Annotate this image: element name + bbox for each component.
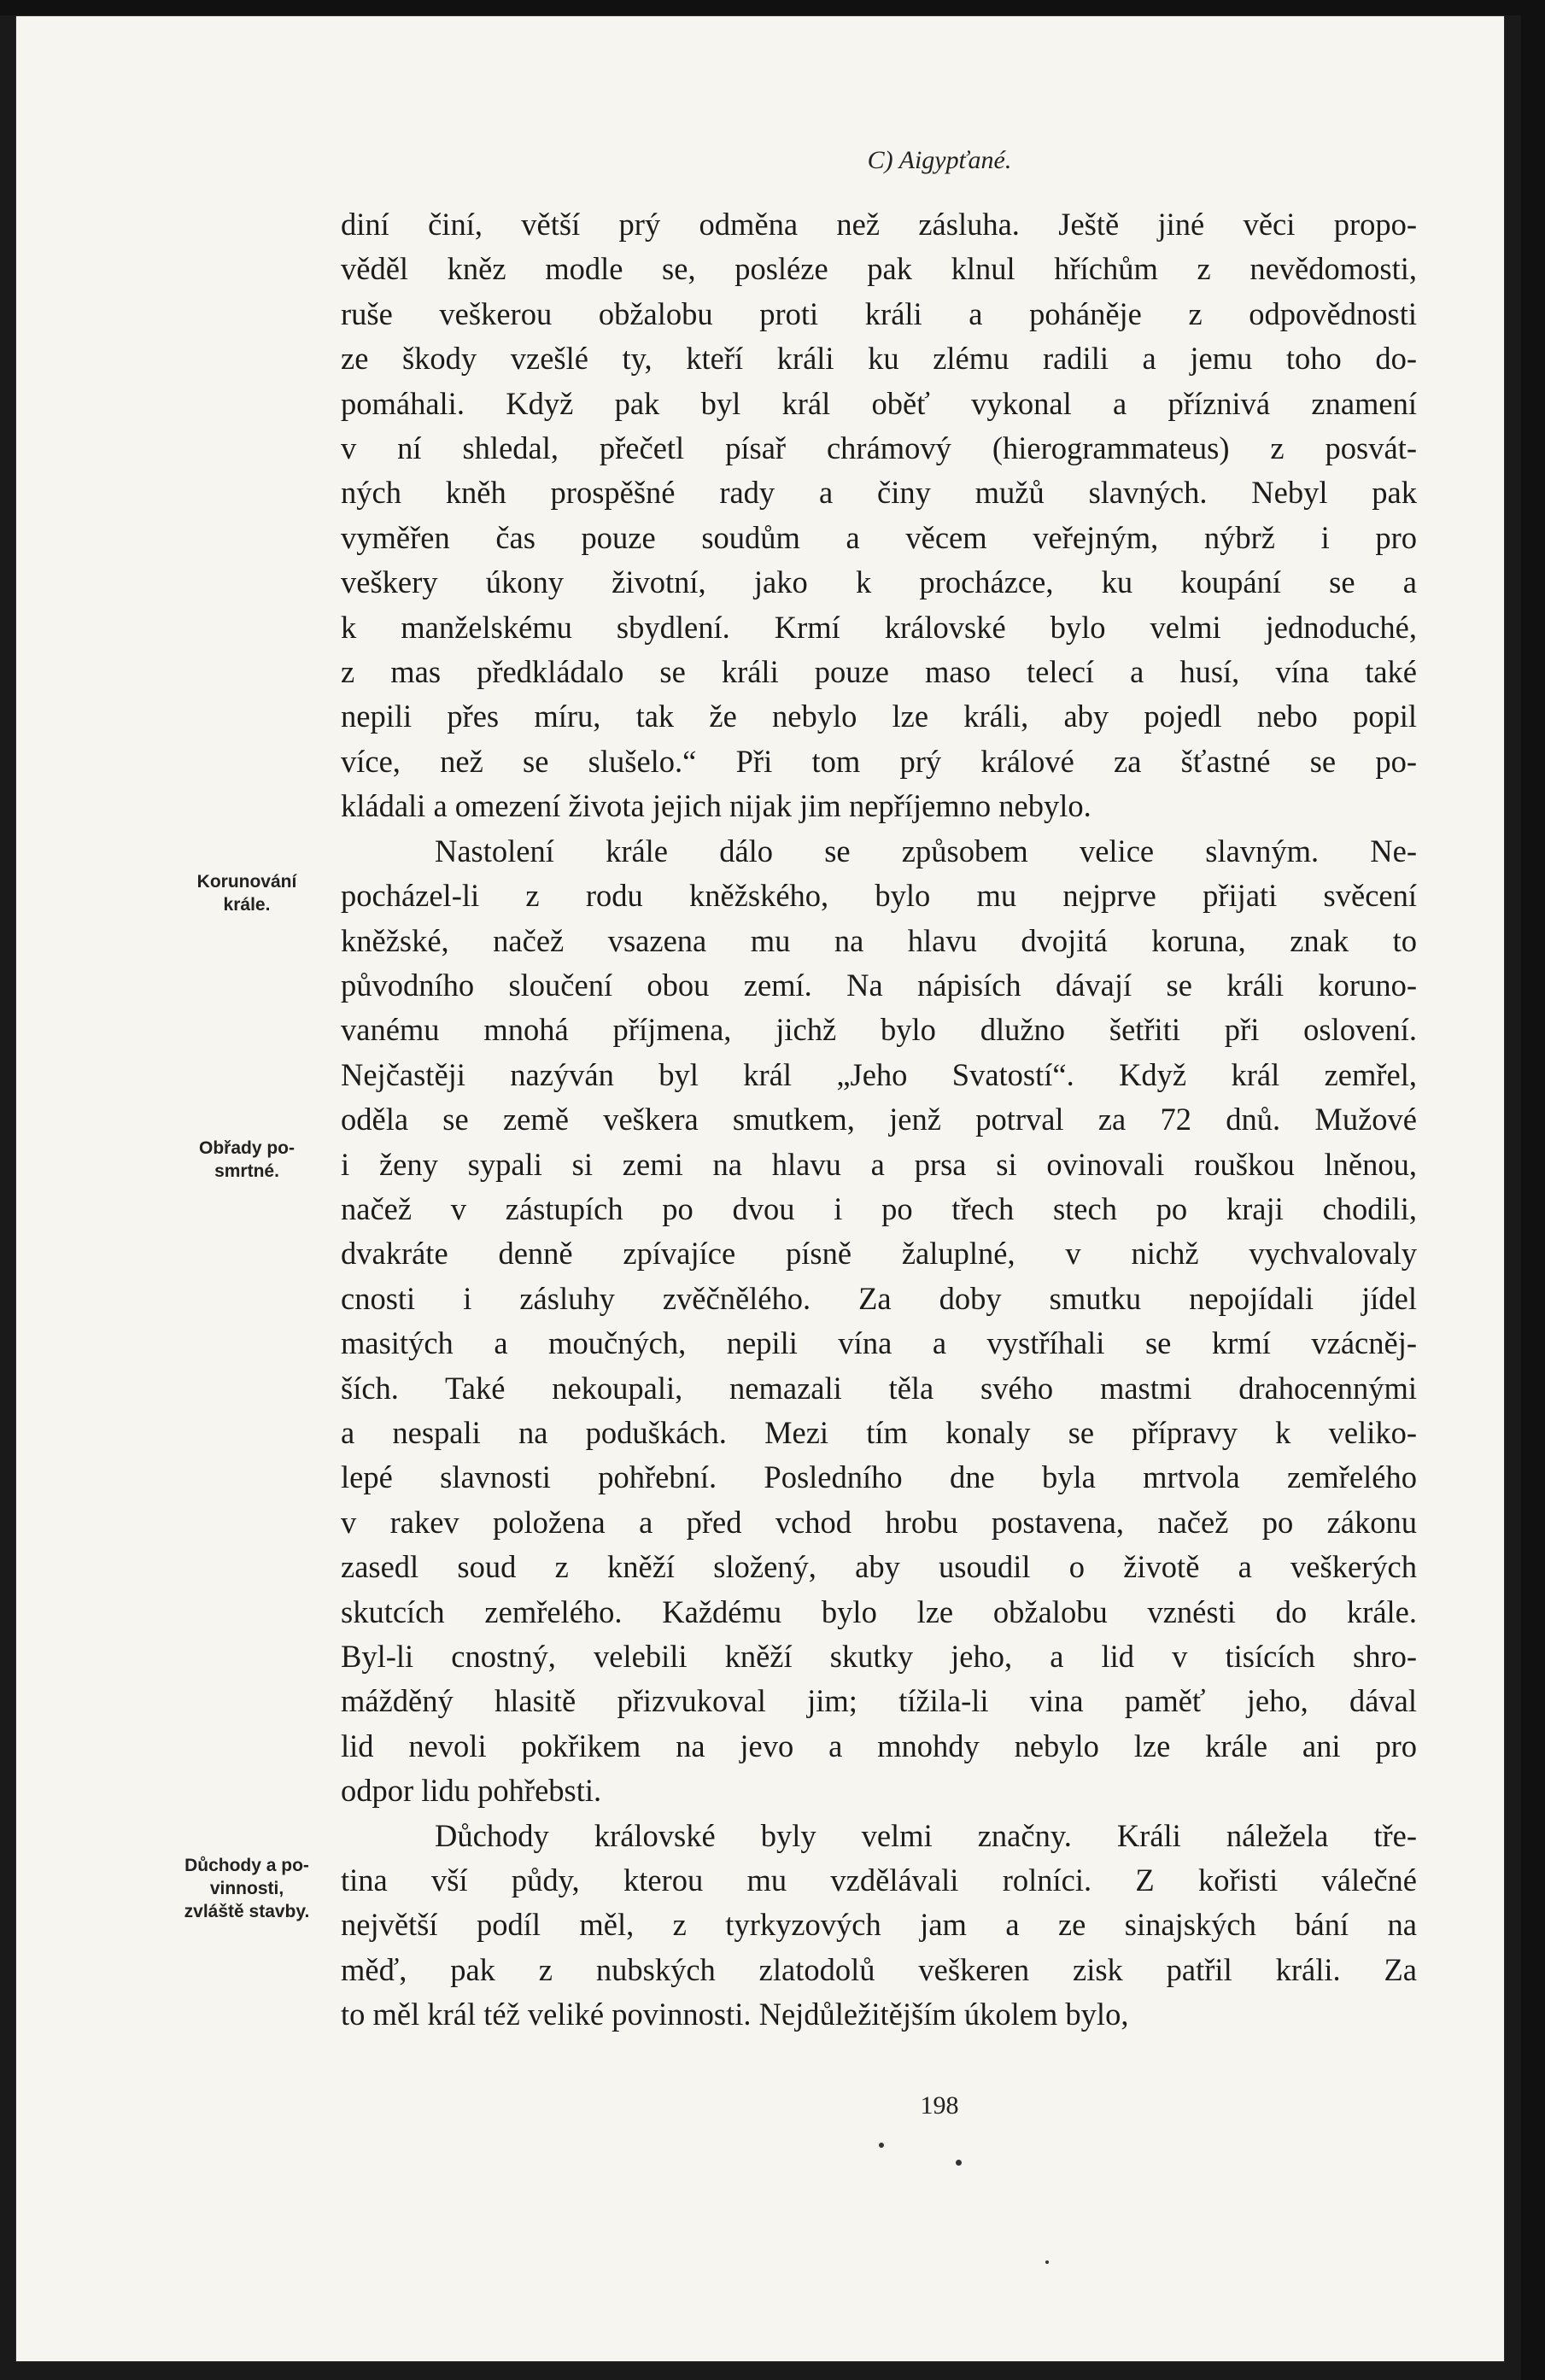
text-line: k manželskému sbydlení. Krmí královské bylo velmi jednoduché, (341, 609, 1417, 645)
book-page (15, 15, 1505, 2362)
text-line: Byl-li cnostný, velebili kněží skutky jeho, a lid v tisících shro- (341, 1639, 1417, 1674)
text-line: Důchody královské byly velmi značny. Králi náležela tře- (435, 1817, 1417, 1853)
margin-note-duchody (153, 1854, 341, 1923)
text-line: v rakev položena a před vchod hrobu postavena, načež po zákonu (341, 1504, 1417, 1540)
text-line: původního sloučení obou zemí. Na nápisích dávají se králi koruno- (341, 967, 1417, 1003)
margin-note-line: Důchody a po- (184, 1856, 309, 1875)
text-line: ze škody vzešlé ty, kteří králi ku zlému radili a jemu toho do- (341, 341, 1417, 377)
text-line: tina vší půdy, kterou mu vzdělávali rolníci. Z kořisti válečné (341, 1862, 1417, 1898)
margin-note-line: Obřady po- (198, 1138, 295, 1158)
text-line: měď, pak z nubských zlatodolů veškeren zisk patřil králi. Za (341, 1951, 1417, 1987)
scan-speck (879, 2143, 884, 2148)
margin-note-line: krále. (223, 895, 271, 915)
text-line: nepili přes míru, tak že nebylo lze králi, aby pojedl nebo popil (341, 699, 1417, 734)
text-line: mážděný hlasitě přizvukoval jim; tížila-li vina paměť jeho, dával (341, 1683, 1417, 1719)
text-line: v ní shledal, přečetl písař chrámový (hierogrammateus) z posvát- (341, 430, 1417, 466)
text-line: z mas předkládalo se králi pouze maso telecí a husí, vína také (341, 654, 1417, 690)
text-line: oděla se země veškera smutkem, jenž potrval za 72 dnů. Mužové (341, 1102, 1417, 1137)
text-line: a nespali na poduškách. Mezi tím konaly se přípravy k veliko- (341, 1414, 1417, 1450)
text-line: lepé slavnosti pohřební. Posledního dne byla mrtvola zemřelého (341, 1459, 1417, 1495)
text-line: masitých a moučných, nepili vína a vystříhali se krmí vzácněj- (341, 1325, 1417, 1361)
text-line: veškery úkony životní, jako k procházce, ku koupání se a (341, 564, 1417, 600)
margin-note-line: Korunování (196, 872, 297, 892)
text-line: pocházel-li z rodu kněžského, bylo mu nejprve přijati svěcení (341, 878, 1417, 914)
text-line: ných kněh prospěšné rady a činy mužů slavných. Nebyl pak (341, 475, 1417, 511)
text-line: ších. Také nekoupali, nemazali těla svého mastmi drahocennými (341, 1370, 1417, 1406)
text-line: lid nevoli pokřikem na jevo a mnohdy nebylo lze krále ani pro (341, 1728, 1417, 1763)
text-line: největší podíl měl, z tyrkyzových jam a ze sinajských bání na (341, 1907, 1417, 1943)
text-line: vyměřen čas pouze soudům a věcem veřejným, nýbrž i pro (341, 519, 1417, 555)
text-line: skutcích zemřelého. Každému bylo lze obžalobu vznésti do krále. (341, 1593, 1417, 1629)
text-line: ruše veškerou obžalobu proti králi a poháněje z odpovědnosti (341, 295, 1417, 331)
running-head: C) Aigypťané. (867, 146, 1012, 174)
text-line: více, než se slušelo.“ Při tom prý králové za šťastné se po- (341, 743, 1417, 779)
text-line: věděl kněz modle se, posléze pak klnul hříchům z nevědomosti, (341, 251, 1417, 287)
scan-border-right (1521, 0, 1545, 2380)
text-line: diní činí, větší prý odměna než zásluha. Ještě jiné věci propo- (341, 207, 1417, 242)
text-line: kněžské, načež vsazena mu na hlavu dvojitá koruna, znak to (341, 922, 1417, 958)
margin-note-line: smrtné. (214, 1161, 279, 1181)
scan-speck (956, 2160, 962, 2166)
text-line: odpor lidu pohřebsti. (341, 1773, 602, 1809)
margin-note-korunovani (161, 870, 332, 916)
scan-speck (1045, 2260, 1049, 2264)
text-line: Nejčastěji nazýván byl král „Jeho Svatostí“. Když král zemřel, (341, 1056, 1417, 1092)
text-line: vanému mnohá příjmena, jichž bylo dlužno šetřiti při oslovení. (341, 1012, 1417, 1048)
margin-note-obrady (161, 1137, 332, 1183)
text-line: dvakráte denně zpívajíce písně žaluplné, v nichž vychvalovaly (341, 1236, 1417, 1272)
scan-border-top (0, 0, 1545, 15)
margin-note-line: vinnosti, (209, 1879, 284, 1898)
text-line: kládali a omezení života jejich nijak jim nepříjemno nebylo. (341, 788, 1091, 824)
text-line: to měl král též veliké povinnosti. Nejdůležitějším úkolem bylo, (341, 1997, 1129, 2032)
text-line: načež v zástupích po dvou i po třech stech po kraji chodili, (341, 1190, 1417, 1226)
text-line: cnosti i zásluhy zvěčnělého. Za doby smutku nepojídali jídel (341, 1280, 1417, 1316)
text-line: zasedl soud z kněží složený, aby usoudil o životě a veškerých (341, 1549, 1417, 1585)
page-number: 198 (920, 2091, 959, 2120)
body-text (341, 202, 1417, 2038)
text-line: Nastolení krále dálo se způsobem velice slavným. Ne- (435, 833, 1417, 868)
text-line: pomáhali. Když pak byl král oběť vykonal a příznivá znamení (341, 385, 1417, 421)
margin-note-line: zvláště stavby. (184, 1902, 310, 1921)
text-line: i ženy sypali si zemi na hlavu a prsa si ovinovali rouškou lněnou, (341, 1146, 1417, 1182)
